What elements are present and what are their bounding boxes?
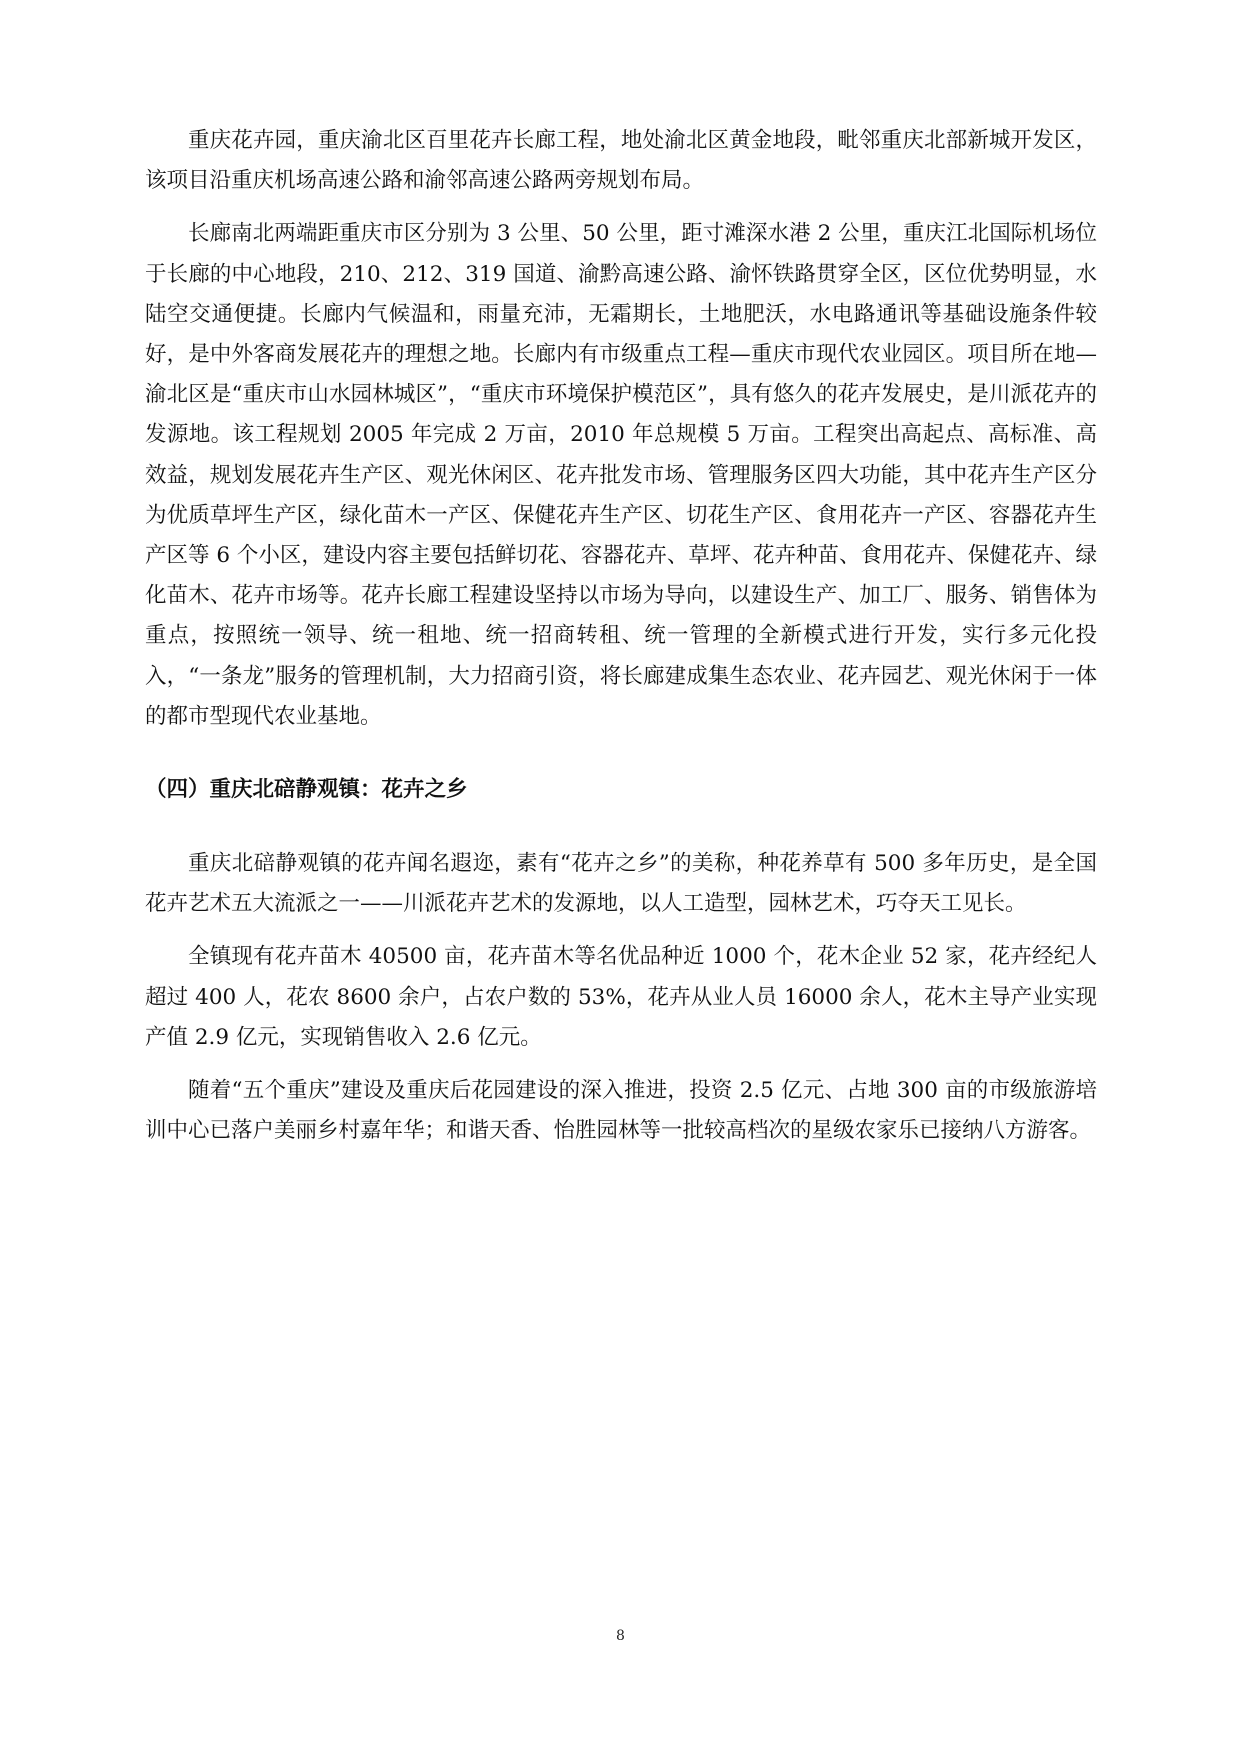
paragraph-jingguan-statistics: 全镇现有花卉苗木 40500 亩，花卉苗木等名优品种近 1000 个，花木企业 52 家，花卉经纪人超过 400 人，花农 8600 余户，占农户数的 53%，花卉从业人员 16000 余人，花木主导产业实现产值 2.9 亿元，实现销售收入 2.6 亿元。 [145, 944, 1097, 1050]
paragraph-jingguan-development: 随着“五个重庆”建设及重庆后花园建设的深入推进，投资 2.5 亿元、占地 300 亩的市级旅游培训中心已落户美丽乡村嘉年华；和谐天香、怡胜园林等一批较高档次的星级农家乐已接纳八方游客。 [145, 1078, 1097, 1144]
page-content [145, 121, 1097, 1151]
section-heading: （四）重庆北碚静观镇：花卉之乡 [145, 777, 468, 803]
page-number: 8 [616, 1628, 625, 1644]
paragraph-chongqing-flower-park: 重庆花卉园，重庆渝北区百里花卉长廊工程，地处渝北区黄金地段，毗邻重庆北部新城开发区，该项目沿重庆机场高速公路和渝邻高速公路两旁规划布局。 [145, 128, 1097, 194]
paragraph-flower-corridor: 长廊南北两端距重庆市区分别为 3 公里、50 公里，距寸滩深水港 2 公里，重庆江北国际机场位于长廊的中心地段，210、212、319 国道、渝黔高速公路、渝怀铁路贯穿全区，区位优势明显，水陆空交通便捷。长廊内气候温和，雨量充沛，无霜期长，土地肥沃，水电路通讯等基础设施条件较好，是中外客商发展花卉的理想之地。长廊内有市级重点工程—重庆市现代农业园区。项目所在地—渝北区是“重庆市山水园林城区”，“重庆市环境保护模范区”，具有悠久的花卉发展史，是川派花卉的发源地。该工程规划 2005 年完成 2 万亩，2010 年总规模 5 万亩。工程突出高起点、高标准、高效益，规划发展花卉生产区、观光休闲区、花卉批发市场、管理服务区四大功能，其中花卉生产区分为优质草坪生产区，绿化苗木一产区、保健花卉生产区、切花生产区、食用花卉一产区、容器花卉生产区等 6 个小区，建设内容主要包括鲜切花、容器花卉、草坪、花卉种苗、食用花卉、保健花卉、绿化苗木、花卉市场等。花卉长廊工程建设坚持以市场为导向，以建设生产、加工厂、服务、销售体为重点，按照统一领导、统一租地、统一招商转租、统一管理的全新模式进行开发，实行多元化投入，“一条龙”服务的管理机制，大力招商引资，将长廊建成集生态农业、花卉园艺、观光休闲于一体的都市型现代农业基地。 [145, 221, 1097, 729]
paragraph-jingguan-intro: 重庆北碚静观镇的花卉闻名遐迩，素有“花卉之乡”的美称，种花养草有 500 多年历史，是全国花卉艺术五大流派之一——川派花卉艺术的发源地，以人工造型，园林艺术，巧夺天工见长。 [145, 851, 1097, 917]
